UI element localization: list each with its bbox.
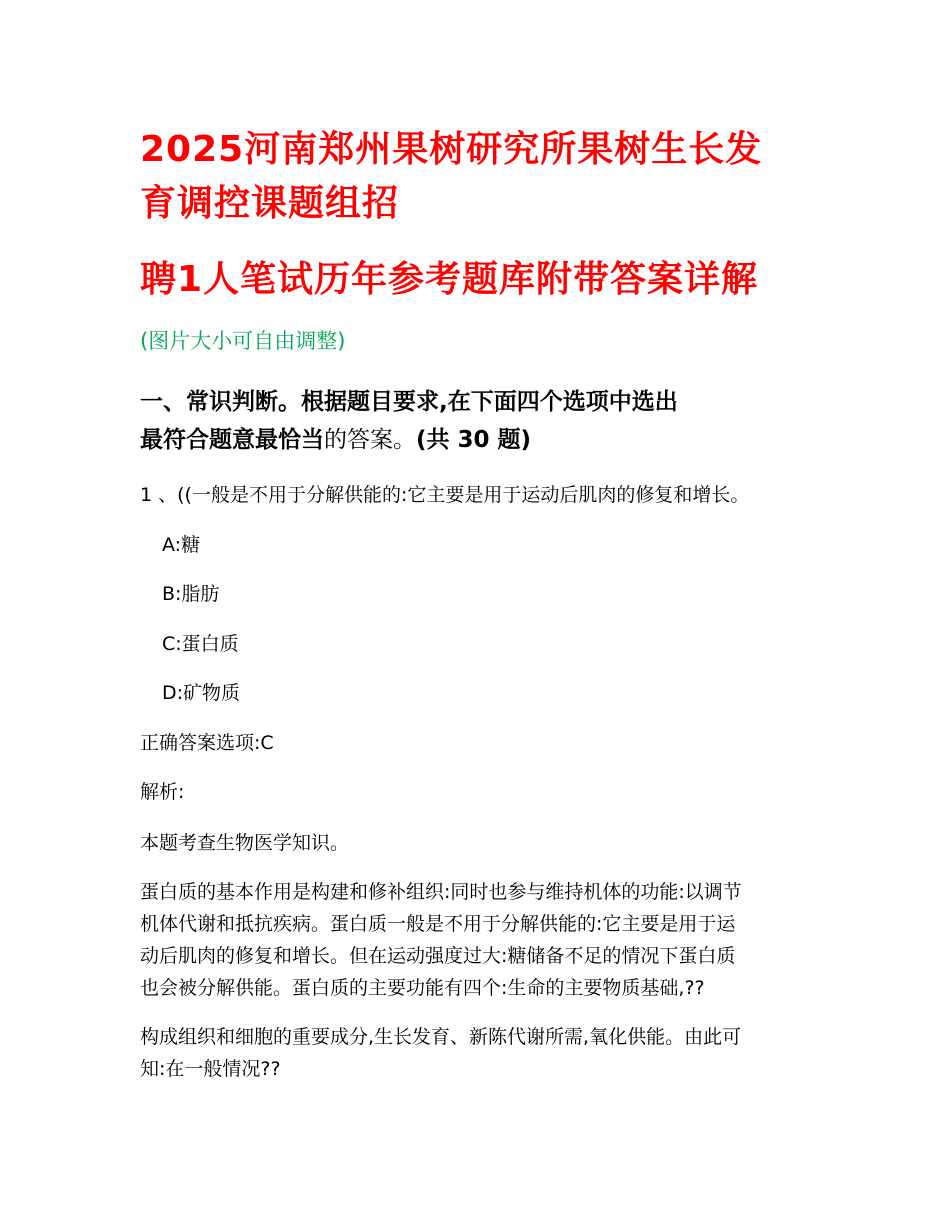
analysis-paragraph-1: 本题考查生物医学知识。	[140, 832, 350, 854]
analysis-paragraph-2-line-2: 机体代谢和抵抗疾病。蛋白质一般是不用于分解供能的:它主要是用于运	[140, 913, 736, 935]
option-c: C:蛋白质	[162, 633, 239, 655]
analysis-paragraph-2-line-1: 蛋白质的基本作用是构建和修补组织:同时也参与维持机体的功能:以调节	[140, 881, 742, 903]
analysis-label: 解析:	[140, 781, 185, 803]
section-heading-line-2	[140, 422, 820, 458]
correct-answer: 正确答案选项:C	[140, 732, 274, 754]
question-stem: 1 、((一般是不用于分解供能的:它主要是用于运动后肌肉的修复和增长。	[140, 484, 750, 506]
image-resize-note: (图片大小可自由调整)	[140, 329, 346, 353]
document-title-line-2: 育调控课题组招	[140, 183, 400, 224]
section-heading-text: 一、常识判断。根据题目要求,在下面四个选项中选出	[140, 389, 678, 415]
option-d: D:矿物质	[162, 682, 241, 704]
section-heading-normal: 的答案。	[324, 427, 416, 453]
analysis-paragraph-3-line-2: 知:在一般情况??	[140, 1058, 281, 1080]
document-title-line-3: 聘1人笔试历年参考题库附带答案详解	[140, 259, 759, 300]
document-title-line-1: 2025河南郑州果树研究所果树生长发	[140, 129, 763, 170]
section-heading-line-1	[140, 384, 820, 420]
section-heading-bold: 最符合题意最恰当	[140, 427, 324, 453]
analysis-paragraph-3-line-1: 构成组织和细胞的重要成分,生长发育、新陈代谢所需,氧化供能。由此可	[140, 1026, 742, 1048]
option-b: B:脂肪	[162, 583, 220, 605]
option-a: A:糖	[162, 534, 201, 556]
section-heading-count: (共 30 题)	[416, 427, 532, 453]
analysis-paragraph-2-line-4: 也会被分解供能。蛋白质的主要功能有四个:生命的主要物质基础,??	[140, 977, 705, 999]
analysis-paragraph-2-line-3: 动后肌肉的修复和增长。但在运动强度过大:糖储备不足的情况下蛋白质	[140, 945, 736, 967]
